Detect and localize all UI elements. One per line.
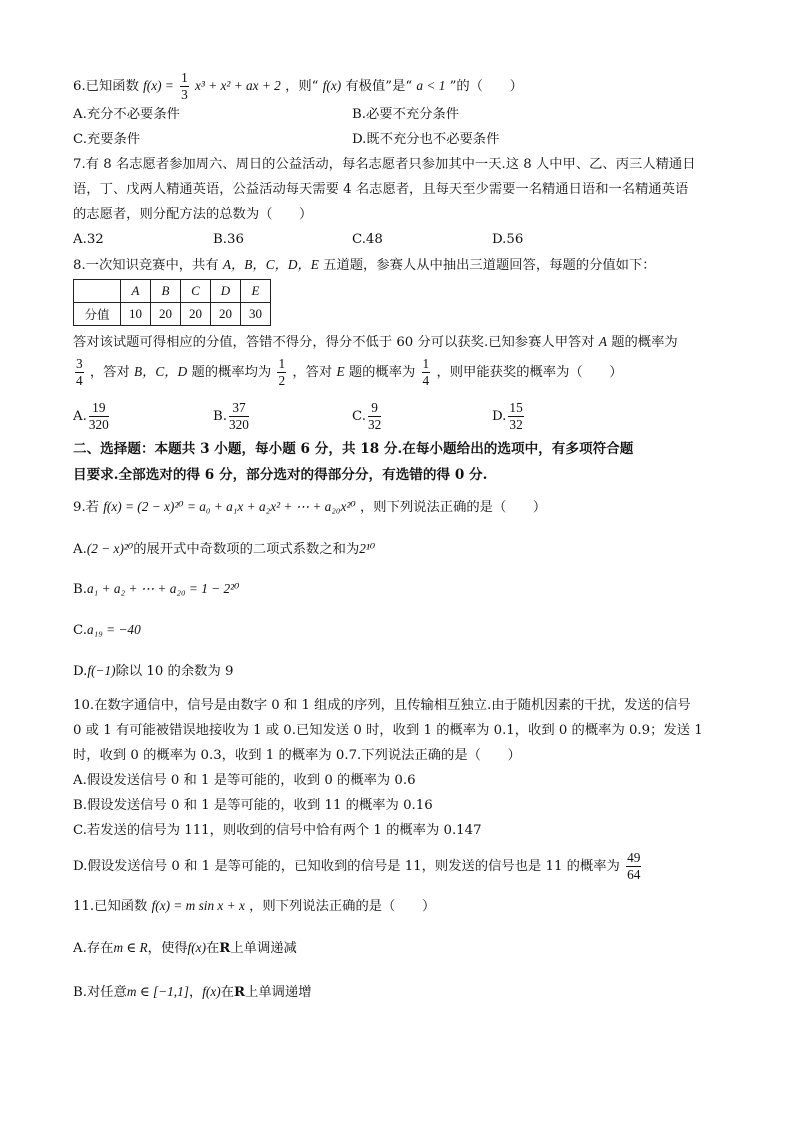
score-row-label: 分值 — [74, 303, 121, 326]
q11-function: f(x) = m sin x + x — [151, 898, 245, 913]
q10-option-b: B.假设发送信号 0 和 1 是等可能的，收到 11 的概率为 0.16 — [73, 798, 433, 813]
q6-func-lhs: f(x) = — [143, 78, 174, 93]
q10-option-c: C.若发送的信号为 111，则收到的信号中恰有两个 1 的概率为 0.147 — [73, 823, 482, 838]
q10-option-d: D.假设发送信号 0 和 1 是等可能的，已知收到的信号是 11，则发送的信号也是 11 的概率为 $\frac{49}{64}$ — [73, 850, 641, 882]
q8-option-b: B. $\frac{37}{320}$ — [213, 400, 249, 432]
q10-line-1: 10.在数字通信中，信号是由数字 0 和 1 组成的序列，且传输相互独立.由于随机因素的干扰，发送的信号 — [73, 698, 691, 713]
score-table-value-row — [74, 303, 271, 326]
score-table-header-row — [74, 280, 271, 303]
q6-func-rhs: x³ + x² + ax + 2 — [194, 78, 281, 93]
q9-option-c: C.a₁₉ = −40 — [73, 622, 141, 638]
q10-line-3: 时，收到 0 的概率为 0.3，收到 1 的概率为 0.7.下列说法正确的是（ ） — [73, 748, 521, 763]
q8-option-a: A. $\frac{19}{320}$ — [73, 400, 109, 432]
q8-option-d: D. $\frac{15}{32}$ — [492, 400, 523, 432]
q7-line-1: 7.有 8 名志愿者参加周六、周日的公益活动，每名志愿者只参加其中一天.这 8 人中甲、乙、丙三人精通日 — [73, 157, 696, 172]
q7-line-2: 语，丁、戊两人精通英语，公益活动每天需要 4 名志愿者，且每天至少需要一名精通日语和一名精通英语 — [73, 182, 689, 197]
score-table — [73, 279, 271, 326]
score-col-c: C — [181, 280, 211, 303]
q7-line-3: 的志愿者，则分配方法的总数为（ ） — [73, 207, 313, 222]
score-col-d: D — [211, 280, 241, 303]
score-col-a: A — [121, 280, 151, 303]
q10-option-d-fraction: $\frac{49}{64}$ — [627, 850, 641, 882]
score-value: 20 — [151, 303, 181, 326]
score-value: 10 — [121, 303, 151, 326]
score-col-b: B — [151, 280, 181, 303]
score-value: 20 — [181, 303, 211, 326]
q9-option-d: D.f(−1)除以 10 的余数为 9 — [73, 663, 234, 679]
q6-option-c: C.充要条件 — [73, 132, 141, 147]
q9-expansion: f(x) = (2 − x)²⁰ = a₀ + a₁x + a₂x² + ⋯ + a₂₀x²⁰ — [103, 499, 356, 514]
q6-option-b: B.必要不充分条件 — [352, 107, 460, 122]
q8-prob-bcd: $\frac{1}{2}$ — [278, 356, 286, 388]
q11-option-a: A.存在m ∈ R，使得f(x)在R上单调递减 — [73, 940, 297, 956]
q8-prob-a: $\frac{3}{4}$ — [76, 356, 83, 388]
q11-option-b: B.对任意m ∈ [−1,1]，f(x)在R上单调递增 — [73, 984, 312, 1000]
q10-option-a: A.假设发送信号 0 和 1 是等可能的，收到 0 的概率为 0.6 — [73, 773, 416, 788]
q7-option-d: D.56 — [492, 232, 524, 247]
q8-option-c: C. $\frac{9}{32}$ — [352, 400, 382, 432]
q6-option-d: D.既不充分也不必要条件 — [352, 132, 500, 147]
section-2-heading-line-2: 目要求.全部选对的得 6 分，部分选对的得部分分，有选错的得 0 分. — [73, 467, 488, 483]
q7-option-a: A.32 — [73, 232, 104, 247]
q10-line-2: 0 或 1 有可能被错误地接收为 1 或 0.已知发送 0 时，收到 1 的概率为 0.1，收到 0 的概率为 0.9；发送 1 — [73, 723, 703, 738]
q6-fraction: $\frac{1}{3}$ — [181, 70, 188, 102]
q7-option-c: C.48 — [352, 232, 383, 247]
q11-stem: 11.已知函数 f(x) = m sin x + x ，则下列说法正确的是（ ） — [73, 898, 436, 914]
q8-line-3: $\frac{3}{4}$ ，答对 B，C，D 题的概率均为 $\frac{1}{2}$ ，答对 E 题的概率为 $\frac{1}{4}$ ，则甲能获奖的概率为（ ） — [76, 356, 623, 388]
q9-stem: 9.若 f(x) = (2 − x)²⁰ = a₀ + a₁x + a₂x² + ⋯ + a₂₀x²⁰ ，则下列说法正确的是（ ） — [73, 499, 547, 515]
q8-line-1: 8.一次知识竞赛中，共有 A，B，C，D，E 五道题，参赛人从中抽出三道题回答，每题的分值如下： — [73, 257, 656, 273]
q8-prob-e: $\frac{1}{4}$ — [422, 356, 430, 388]
score-col-e: E — [241, 280, 271, 303]
q7-option-b: B.36 — [213, 232, 244, 247]
q8-line-2: 答对该试题可得相应的分值，答错不得分，得分不低于 60 分可以获奖.已知参赛人甲答对 A 题的概率为 — [73, 334, 678, 350]
q6-prefix: 6.已知函数 — [73, 79, 139, 94]
q6-option-a: A.充分不必要条件 — [73, 107, 180, 122]
q9-option-a: A.(2 − x)²⁰的展开式中奇数项的二项式系数之和为2¹⁰ — [73, 541, 376, 557]
score-value: 20 — [211, 303, 241, 326]
score-value: 30 — [241, 303, 271, 326]
q9-option-b: B.a₁ + a₂ + ⋯ + a₂₀ = 1 − 2²⁰ — [73, 581, 240, 597]
q6-stem: 6.已知函数 f(x) = $\frac{1}{3}$ x³ + x² + ax + 2 ，则“ f(x) 有极值”是“ a < 1 ”的（ ） — [73, 70, 523, 102]
section-2-heading-line-1: 二、选择题：本题共 3 小题，每小题 6 分，共 18 分.在每小题给出的选项中，有多项符合题 — [73, 441, 634, 457]
